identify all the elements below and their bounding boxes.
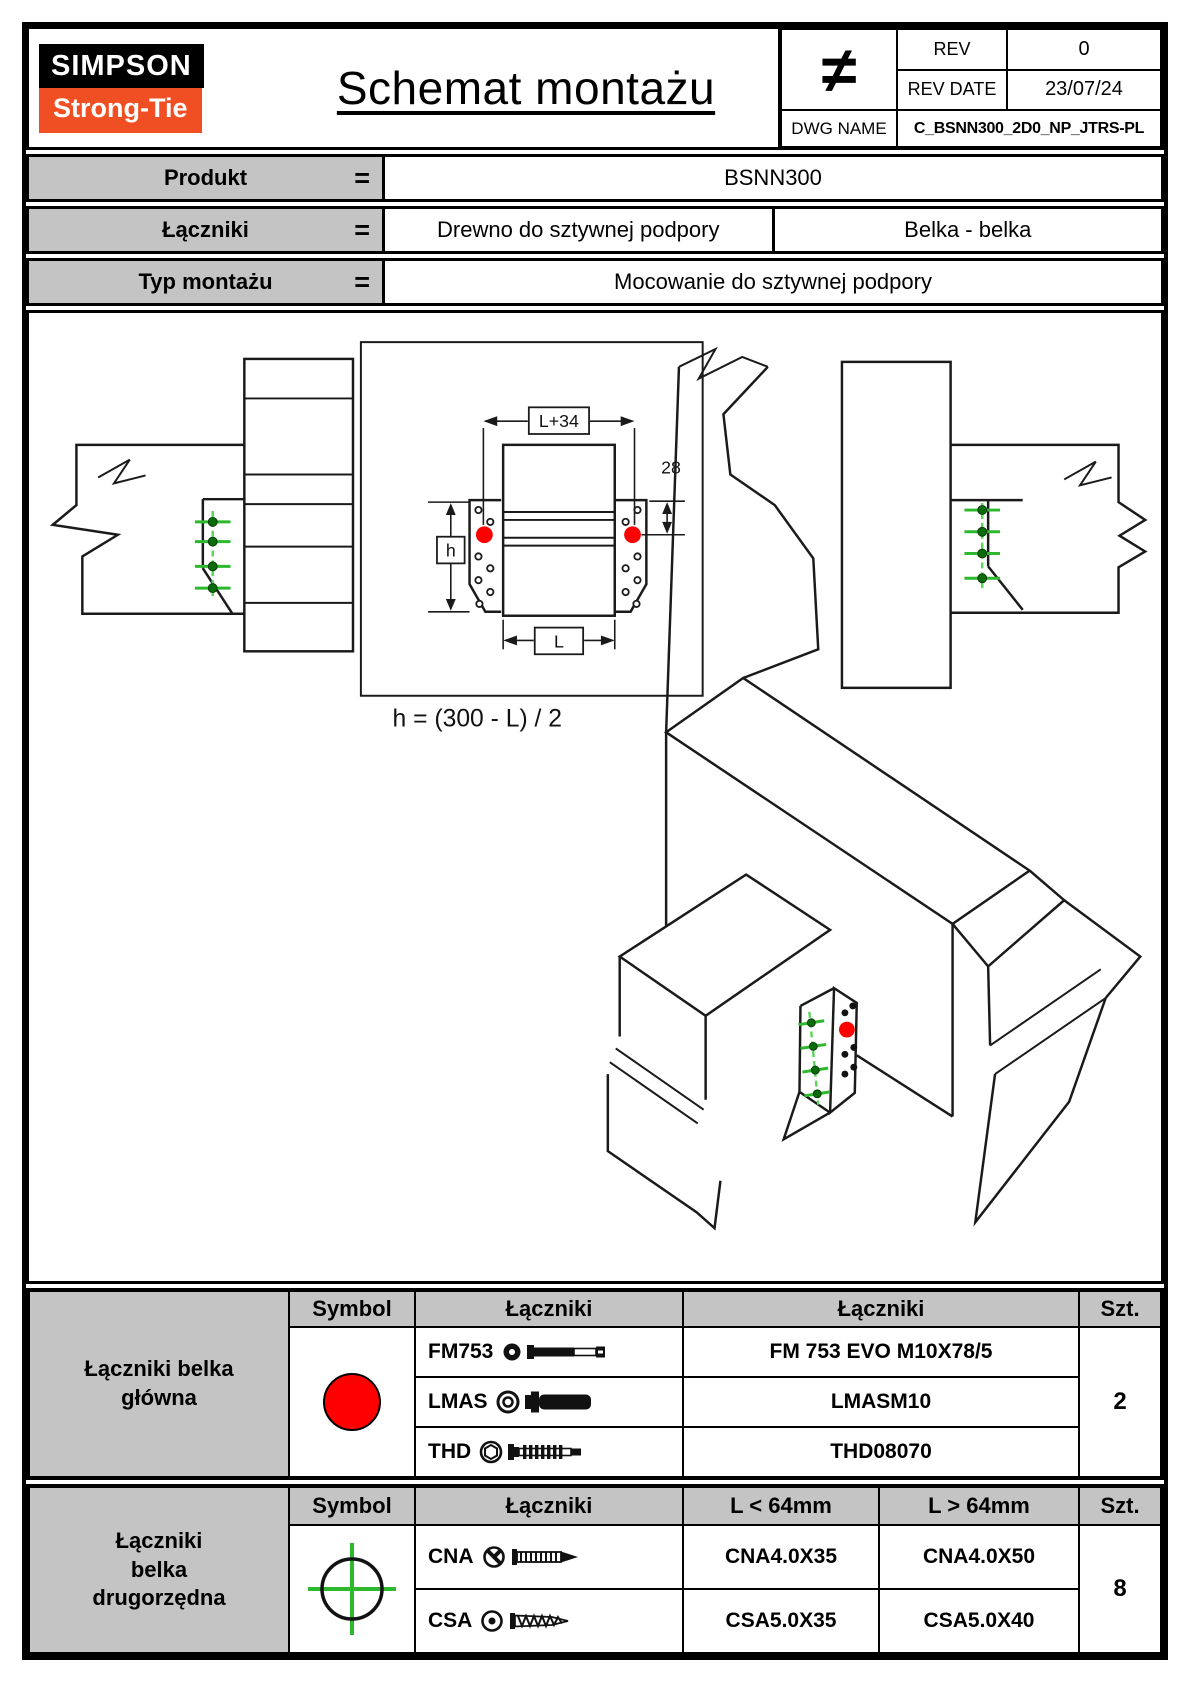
drawing-area (26, 310, 1164, 1284)
right-side-view (842, 362, 1145, 688)
wedge-anchor-icon (496, 1387, 604, 1417)
isometric-view (608, 349, 1140, 1228)
secondary-fastener-markers (195, 511, 231, 600)
secondary-beam-fastener-table (26, 1484, 1164, 1656)
concrete-screw-icon (479, 1437, 591, 1467)
page-title: Schemat montażu (336, 62, 716, 114)
row-label-text: Łączniki belka drugorzędna (92, 1528, 226, 1611)
secondary-fastener-markers (798, 1012, 830, 1105)
table-row (415, 1327, 683, 1377)
column-header-type: Łączniki (415, 1487, 683, 1525)
anchor-nail-icon (482, 1542, 592, 1572)
height-formula: h = (300 - L) / 2 (392, 705, 562, 733)
hanger-left-flange (470, 500, 502, 612)
projection-symbol-icon: ≠ (781, 29, 897, 110)
product-label (29, 157, 385, 199)
connectors-value-2: Belka - belka (772, 209, 1162, 251)
fastener-code: CNA (428, 1545, 474, 1568)
wood-screw-icon (480, 1606, 590, 1636)
sheet-frame (22, 22, 1168, 1660)
logo-simpson: SIMPSON (39, 44, 204, 88)
equals-sign: = (354, 162, 370, 193)
dimension-right (641, 458, 684, 535)
dim-right-label: 28 (661, 457, 681, 478)
symbol-cell (289, 1327, 415, 1477)
fastener-code: THD (428, 1440, 472, 1463)
break-mark-icon (98, 460, 145, 484)
product-short: CNA4.0X35 (683, 1525, 879, 1589)
logo-strongtie (39, 88, 202, 133)
quantity-cell: 8 (1079, 1525, 1161, 1653)
row-label-text: Łączniki belka główna (84, 1356, 234, 1410)
assembly-drawing (29, 313, 1161, 1281)
hanger-right-flange (615, 500, 647, 612)
break-mark-icon (679, 349, 768, 379)
dwg-name-value: C_BSNN300_2D0_NP_JTRS-PL (897, 110, 1161, 147)
connectors-label-text: Łączniki (162, 217, 249, 242)
main-fastener-marker (476, 526, 493, 543)
mount-type-value: Mocowanie do sztywnej podpory (614, 269, 932, 294)
equals-sign: = (354, 266, 370, 297)
product-name: FM 753 EVO M10X78/5 (683, 1327, 1079, 1377)
product-short: CSA5.0X35 (683, 1589, 879, 1653)
product-name: THD08070 (683, 1427, 1079, 1477)
dimension-bottom (503, 620, 615, 655)
rev-date-label: REV DATE (897, 70, 1007, 111)
main-beam-fastener-table (26, 1288, 1164, 1480)
rev-label: REV (897, 29, 1007, 70)
table-row (415, 1589, 683, 1653)
sheet-header (26, 26, 1164, 150)
title-block (778, 29, 1161, 147)
column-header-qty: Szt. (1079, 1487, 1161, 1525)
product-long: CSA5.0X40 (879, 1589, 1079, 1653)
hanger-3d (784, 988, 858, 1139)
logo-strongtie-text: Strong-Tie (53, 92, 188, 123)
column-header-symbol: Symbol (289, 1487, 415, 1525)
connectors-row (26, 206, 1164, 254)
table-row-label (29, 1291, 289, 1477)
product-name: LMASM10 (683, 1377, 1079, 1427)
product-label-text: Produkt (163, 165, 248, 190)
main-fastener-marker (624, 526, 641, 543)
dimension-top (483, 407, 634, 525)
column-header-short: L < 64mm (683, 1487, 879, 1525)
fastener-code: FM753 (428, 1340, 494, 1363)
mount-type-label-text: Typ montażu (138, 269, 273, 294)
connectors-value-1: Drewno do sztywnej podpory (437, 217, 720, 242)
connectors-label (29, 209, 385, 251)
sleeve-anchor-icon (501, 1338, 609, 1366)
column-header-long: L > 64mm (879, 1487, 1079, 1525)
quantity-cell: 2 (1079, 1327, 1161, 1477)
red-circle-icon (323, 1373, 381, 1431)
hanger-outline (203, 499, 244, 614)
column-header-symbol: Symbol (289, 1291, 415, 1327)
column-header-product: Łączniki (683, 1291, 1079, 1327)
break-mark-icon (1064, 462, 1111, 486)
column-header-qty: Szt. (1079, 1291, 1161, 1327)
table-row (415, 1377, 683, 1427)
mount-type-row (26, 258, 1164, 306)
brand-logo (29, 29, 274, 147)
rev-date-value: 23/07/24 (1007, 70, 1161, 111)
dimension-left (428, 502, 469, 612)
dim-bottom-label: L (554, 631, 564, 652)
mount-type-label (29, 261, 385, 303)
front-view (361, 342, 703, 732)
title-area (274, 29, 778, 147)
table-row (415, 1525, 683, 1589)
column-header-type: Łączniki (415, 1291, 683, 1327)
product-long: CNA4.0X50 (879, 1525, 1079, 1589)
dwg-name-label: DWG NAME (781, 110, 897, 147)
table-row (415, 1427, 683, 1477)
product-value: BSNN300 (724, 165, 822, 190)
equals-sign: = (354, 214, 370, 245)
main-fastener-marker (839, 1022, 855, 1038)
table-row-label (29, 1487, 289, 1653)
rev-value: 0 (1007, 29, 1161, 70)
green-crosshair-icon (304, 1539, 400, 1639)
fastener-code: LMAS (428, 1390, 488, 1413)
fastener-code: CSA (428, 1609, 473, 1632)
left-side-view (53, 359, 353, 651)
dim-left-label: h (445, 540, 456, 561)
dim-top-label: L+34 (538, 411, 579, 432)
product-row (26, 154, 1164, 202)
symbol-cell (289, 1525, 415, 1653)
